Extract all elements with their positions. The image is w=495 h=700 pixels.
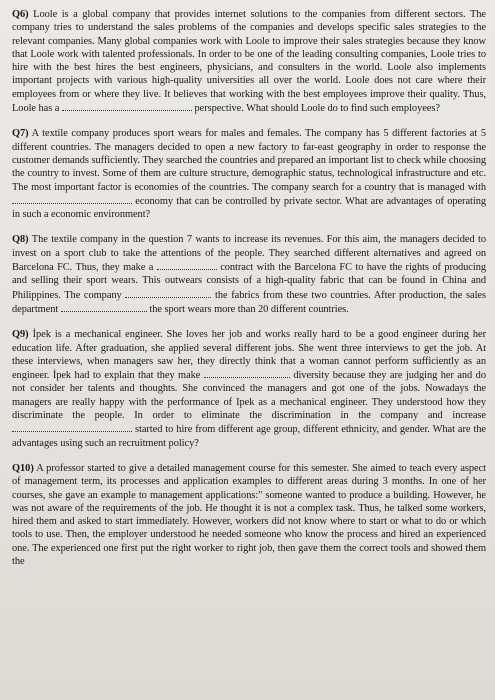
answer-blank[interactable] xyxy=(12,422,132,432)
question-text: economy that can be controlled by private sector. What are advantages of operating in such a economic environment? xyxy=(12,195,486,221)
question-number: Q6) xyxy=(12,9,29,20)
question-text: started to hire from different age group, different ethnicity, and gender. What are the advantages using such an recruitment policy? xyxy=(12,424,486,449)
question-8 xyxy=(12,233,486,316)
question-text: the fabrics from these two countries. After production, the sales department xyxy=(12,289,486,315)
answer-blank[interactable] xyxy=(125,288,211,298)
question-9 xyxy=(12,328,486,450)
question-number: Q10) xyxy=(12,462,34,474)
answer-blank[interactable] xyxy=(61,302,147,312)
question-text: Loole is a global company that provides internet solutions to the companies from different sectors. The company tries to understand the sales problems of the companies and develops specific sales strategies to the relevant companies. Many global companies work with Loole to improve their sales strategies because they know that Loole work with talented professionals. In order to be one of the leading consulting companies, Loole tries to hire with the best hires the best engineers, physicians, and consulters in the world. Loole also implements important projects with various high-quality universities all over the world. Loole does not care where their employees from or where they live. It believes that working with the best employees improve their quality. Thus, Loole has a xyxy=(12,9,486,115)
question-text: diversity because they are judging her and do not consider her talents and thoughts. She convinced the managers and got one of the jobs. Nowadays the managers are really happy with the performance of Ipek as a mechanical engineer. They understood how they discriminate the people. In order to eliminate the discrimination in the company and increase xyxy=(12,370,486,422)
question-text: The textile company in the question 7 wants to increase its revenues. For this aim, the managers decided to invest on a sport club to take the attentions of the people. They searched different alternatives and agreed on Barcelona FC. Thus, they make a xyxy=(12,234,486,274)
answer-blank[interactable] xyxy=(157,260,217,270)
question-number: Q8) xyxy=(12,234,29,246)
answer-blank[interactable] xyxy=(12,194,132,204)
questions-list xyxy=(12,8,486,580)
question-text: A professor started to give a detailed management course for this semester. She aimed to teach every aspect of management term, its processes and application examples to different areas during 3 months. In one of her courses, she gave an example to management applications:" someone wanted to produce a building. However, he was not aware of the requirements of the job. He thought it is not a complex task. Thus, he talked some workers, hired them and asked to start immediately. However, workers did not know where to start or what to do or which tools to use. Then, the employer understood he needed someone who know the process and hired an experienced one. The experienced one first put the right worker to right job, then gave them the correct tools and showed them the xyxy=(12,462,486,567)
question-text: İpek is a mechanical engineer. She loves her job and works really hard to be a good engineer during her education life. After graduation, she applied several different jobs. She went three interviews to get the job. At these interviews, when managers saw her, they directly think that a woman cannot perform sufficiently as an engineer. İpek had to explain that they make xyxy=(12,329,486,382)
question-text: perspective. What should Loole do to find such employees? xyxy=(194,103,440,115)
question-number: Q9) xyxy=(12,329,29,341)
question-6 xyxy=(12,8,486,115)
question-text: the sport wears more than 20 different countries. xyxy=(149,303,349,315)
answer-blank[interactable] xyxy=(62,101,192,111)
question-text: A textile company produces sport wears for males and females. The company has 5 different factories at 5 different countries. The managers decided to open a new factory to far-east geography in order to response the customer demands sufficiently. They searched the countries and prepared an important list to check while choosing the country to invest. Some of them are culture structure, demographic status, technological infrastructure and etc. The most important factor is economies of the countries. The company search for a country that is managed with xyxy=(12,128,486,193)
question-text: contract with the Barcelona FC to have the rights of producing and selling their sport wears. This outwears consists of a high-quality fabric that can be found in China and Philippines. The company xyxy=(12,262,486,301)
question-10 xyxy=(12,462,486,568)
question-number: Q7) xyxy=(12,128,29,140)
question-7 xyxy=(12,127,486,221)
answer-blank[interactable] xyxy=(204,368,290,378)
